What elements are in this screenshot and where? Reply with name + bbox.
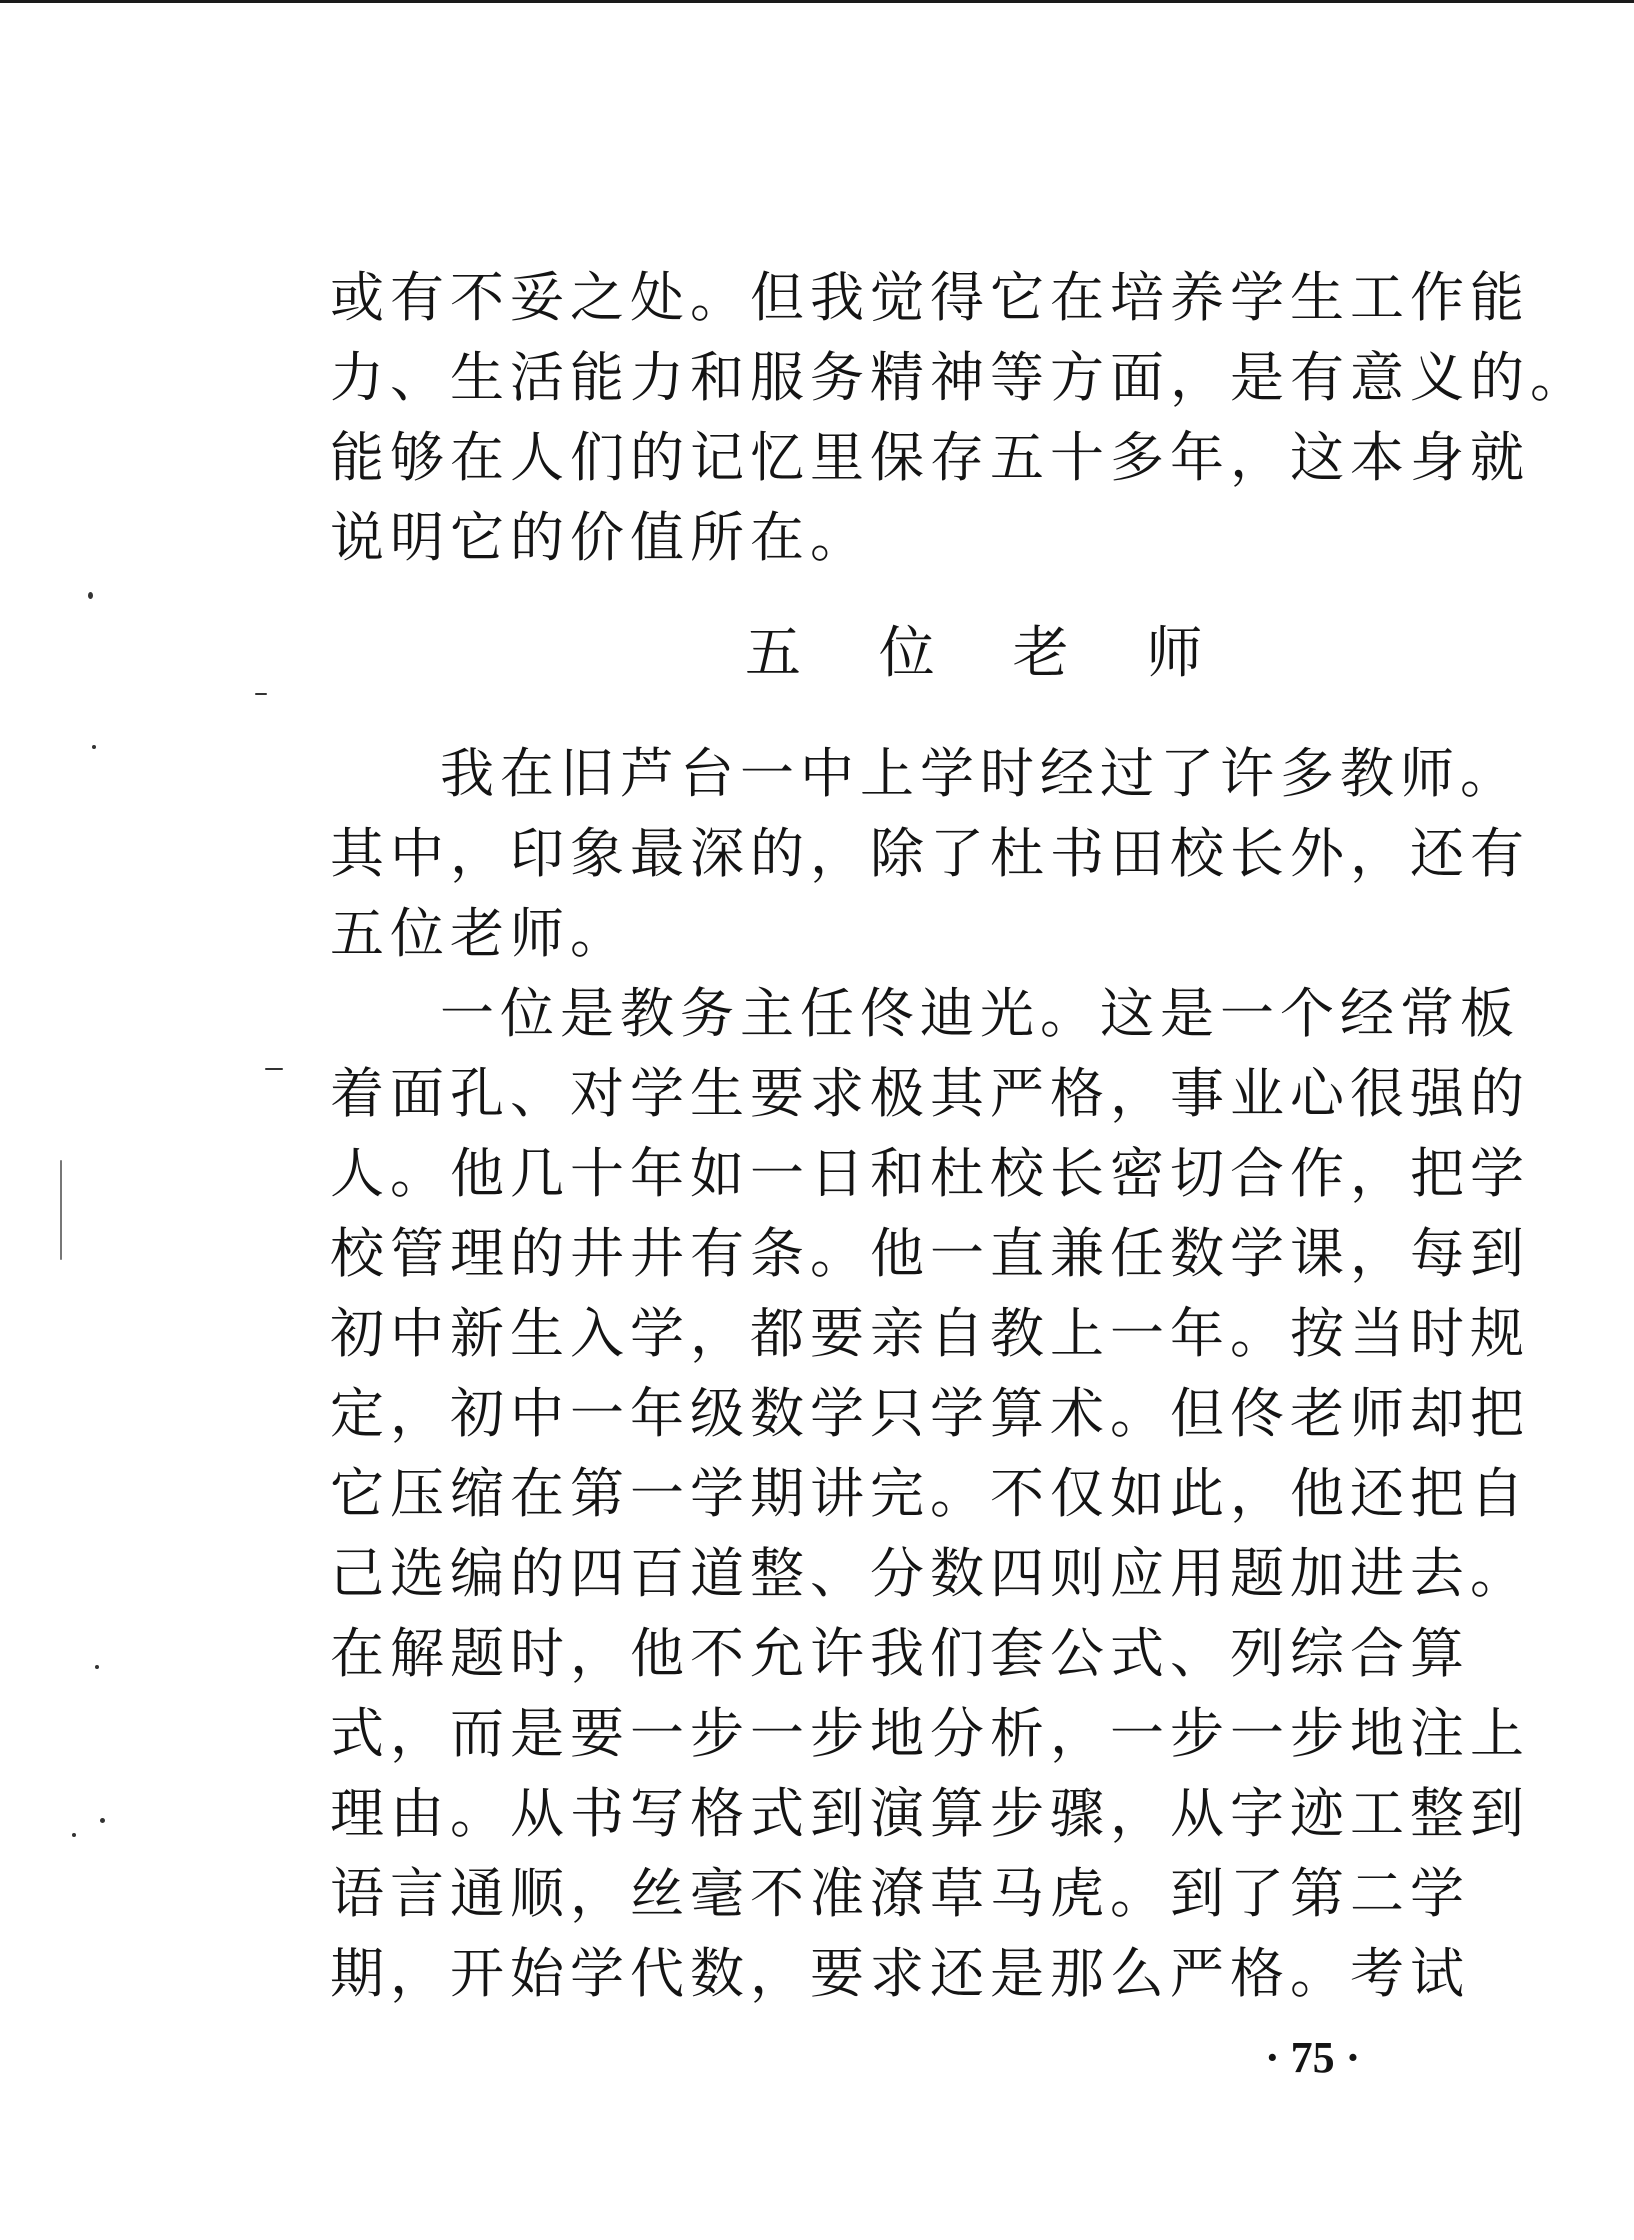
scan-speck xyxy=(100,1818,105,1823)
text-line: 校管理的井井有条。他一直兼任数学课，每到 xyxy=(330,1222,1530,1285)
text-line: 语言通顺，丝毫不准潦草马虎。到了第二学 xyxy=(330,1862,1470,1925)
text-line: 力、生活能力和服务精神等方面，是有意义的。 xyxy=(330,346,1590,409)
text-line: 在解题时，他不允许我们套公式、列综合算 xyxy=(330,1622,1470,1685)
scan-speck xyxy=(95,1665,99,1669)
text-line: 期，开始学代数，要求还是那么严格。考试 xyxy=(330,1942,1470,2005)
scan-speck xyxy=(88,592,93,599)
text-line: 定，初中一年级数学只学算术。但佟老师却把 xyxy=(330,1382,1530,1445)
text-line: 着面孔、对学生要求极其严格，事业心很强的 xyxy=(330,1062,1530,1125)
text-line: 其中，印象最深的，除了杜书田校长外，还有 xyxy=(330,822,1530,885)
text-line: 式，而是要一步一步地分析，一步一步地注上 xyxy=(330,1702,1530,1765)
text-line: 能够在人们的记忆里保存五十多年，这本身就 xyxy=(330,426,1530,489)
text-line: 己选编的四百道整、分数四则应用题加进去。 xyxy=(330,1542,1530,1605)
text-line: 初中新生入学，都要亲自教上一年。按当时规 xyxy=(330,1302,1530,1365)
text-line: 或有不妥之处。但我觉得它在培养学生工作能 xyxy=(330,266,1530,329)
top-border-line xyxy=(0,0,1634,3)
scan-speck xyxy=(72,1833,76,1837)
text-line: 它压缩在第一学期讲完。不仅如此，他还把自 xyxy=(330,1462,1530,1525)
text-line: 我在旧芦台一中上学时经过了许多教师。 xyxy=(440,742,1520,805)
page-number: · 75 · xyxy=(1265,2033,1361,2082)
scan-speck xyxy=(60,1160,62,1260)
text-line: 理由。从书写格式到演算步骤，从字迹工整到 xyxy=(330,1782,1530,1845)
text-line: 人。他几十年如一日和杜校长密切合作，把学 xyxy=(330,1142,1530,1205)
scan-speck xyxy=(92,745,96,749)
section-title: 五 位 老 师 xyxy=(745,621,1233,686)
text-line: 说明它的价值所在。 xyxy=(330,506,870,569)
scan-speck xyxy=(265,1068,283,1070)
text-line: 五位老师。 xyxy=(330,902,630,965)
scan-speck xyxy=(255,693,267,695)
text-line: 一位是教务主任佟迪光。这是一个经常板 xyxy=(440,982,1520,1045)
